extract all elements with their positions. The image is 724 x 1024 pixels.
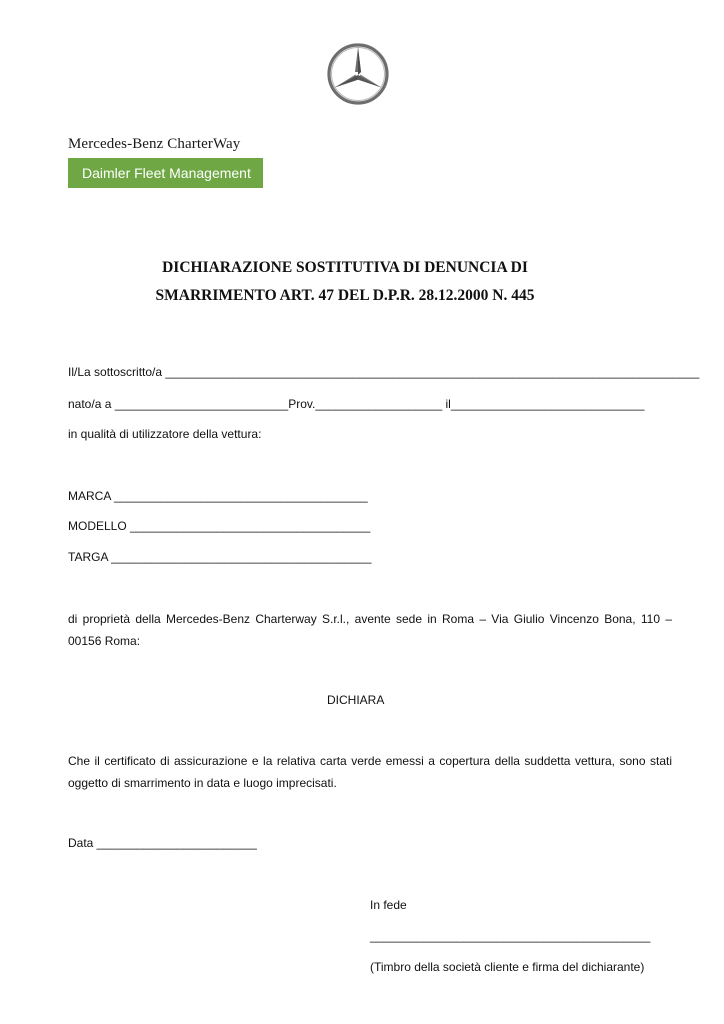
birth-date-field: il_____________________________ [445,397,645,411]
nato-a-field: nato/a a __________________________ [68,397,289,411]
document-title-line-2: SMARRIMENTO ART. 47 DEL D.P.R. 28.12.2000 N. 445 [155,287,535,304]
prov-field: Prov.___________________ [288,397,443,411]
mercedes-star-icon [326,42,390,106]
brand-name: Mercedes-Benz CharterWay [68,136,241,152]
sottoscritto-field: Il/La sottoscritto/a ________________________________________________________________________________ [68,365,700,379]
dichiara-heading: DICHIARA [327,693,385,707]
marca-field: MARCA ______________________________________ [68,489,368,503]
statement-paragraph: Che il certificato di assicurazione e la relativa carta verde emessi a copertura della suddetta vettura, sono stati oggetto di smarrimento in data e luogo imprecisati. [68,754,672,790]
document-title-line-1: DICHIARAZIONE SOSTITUTIVA DI DENUNCIA DI [162,259,528,276]
modello-field: MODELLO ____________________________________ [68,519,371,533]
brand-bar: Daimler Fleet Management [68,158,263,188]
proprieta-paragraph: di proprietà della Mercedes-Benz Charterway S.r.l., avente sede in Roma – Via Giulio Vincenzo Bona, 110 – 00156 Roma: [68,612,672,648]
in-fede-label: In fede [370,898,407,912]
data-field: Data ________________________ [68,836,257,850]
qualita-text: in qualità di utilizzatore della vettura: [68,427,262,441]
targa-field: TARGA _______________________________________ [68,550,372,564]
signature-caption: (Timbro della società cliente e firma del dichiarante) [370,960,645,974]
birth-place-field [68,397,644,411]
signature-line: __________________________________________ [370,929,651,943]
